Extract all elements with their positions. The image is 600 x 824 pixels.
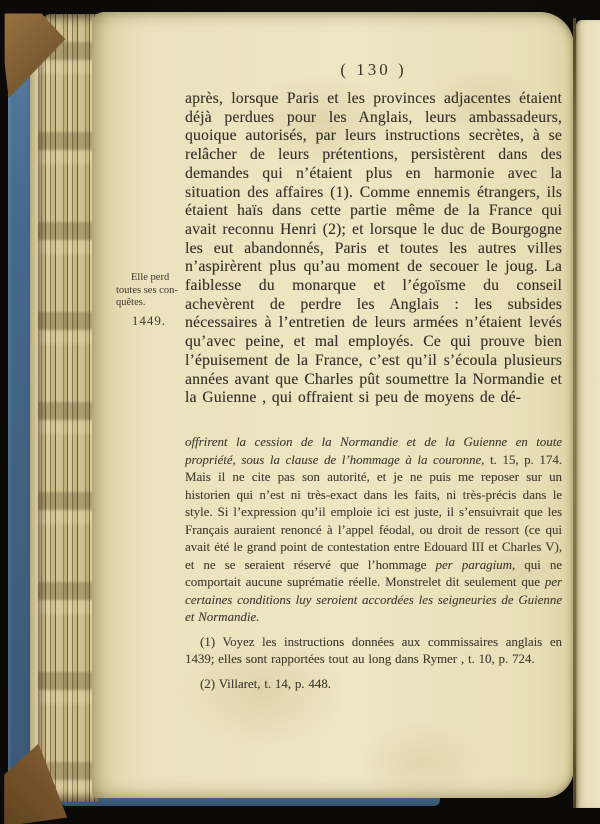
stacked-page-edges (38, 14, 98, 802)
facing-page-sliver (576, 20, 600, 808)
book-page (92, 12, 574, 798)
margin-note-line: toutes ses con- (116, 284, 178, 296)
footnote-1: (1) Voyez les instructions données aux commissaires anglais en 1439; elles sont rapportées tout au long dans Rymer , t. 10, p. 724. (185, 634, 562, 666)
page-number: ( 130 ) (340, 60, 407, 79)
footnote-segment: per certaines conditions luy seroient accordées les seigneuries de Guienne et Normandie. (185, 575, 562, 624)
margin-note-line: quêtes. (116, 297, 146, 308)
footnote-2: (2) Villaret, t. 14, p. 448. (200, 676, 331, 691)
footnote-segment: per paragium (435, 557, 512, 572)
footnote-segment: , qui ne comportait aucune suprématie réelle. Monstrelet dit seulement que (185, 557, 562, 589)
footnote-continuation (185, 434, 562, 627)
footnotes (185, 434, 562, 700)
margin-note (116, 272, 182, 327)
margin-note-year: 1449. (131, 312, 167, 328)
body-text: après, lorsque Paris et les provinces adjacentes étaient déjà perdues pour les Anglais, leurs ambassadeurs, quoique autorisés, par leurs instructions secrètes, à se relâcher de leurs prétentions, persistèrent dans des demandes qui n’étaient plus en harmonie avec la situation des affaires (1). Comme ennemis étrangers, ils étaient haïs dans cette partie même de la France qui avait reconnu Henri (2); et lorsque le duc de Bourgogne les eut abandonnés, Paris et toutes les autres villes n’aspirèrent plus qu’au moment de secouer le joug. La faiblesse du monarque et l’égoïsme du conseil achevèrent de perdre les Anglais : les subsides nécessaires à l’entretien de leurs armées n’étaient levés qu’avec peine, et mal employés. Ce qui prouve bien l’épuisement de la France, c’est qu’il s’écoula plusieurs années avant que Charles pût soumettre la Normandie et la Guienne , qui offraient si peu de moyens de dé- (185, 90, 562, 407)
footnote-segment: offrirent la cession de la Normandie et de la Guienne en toute propriété, sous la clause de l’hommage à la couronne, (185, 435, 562, 467)
margin-note-line: Elle perd (131, 272, 170, 283)
footnote-segment: t. 15, p. 174. Mais il ne cite pas son autorité, et je ne puis me reposer sur un historien qui n’est ni très-exact dans les faits, ni très-précis dans le style. Si l’expression qu’il emploie ici est juste, il s’ensuivrait que les Français auraient renoncé à l’appel féodal, ou droit de ressort (ce qui avait été le grand point de contestation entre Edouard III et Charles V), et ne se seraient réservé que l’hommage (185, 452, 562, 572)
